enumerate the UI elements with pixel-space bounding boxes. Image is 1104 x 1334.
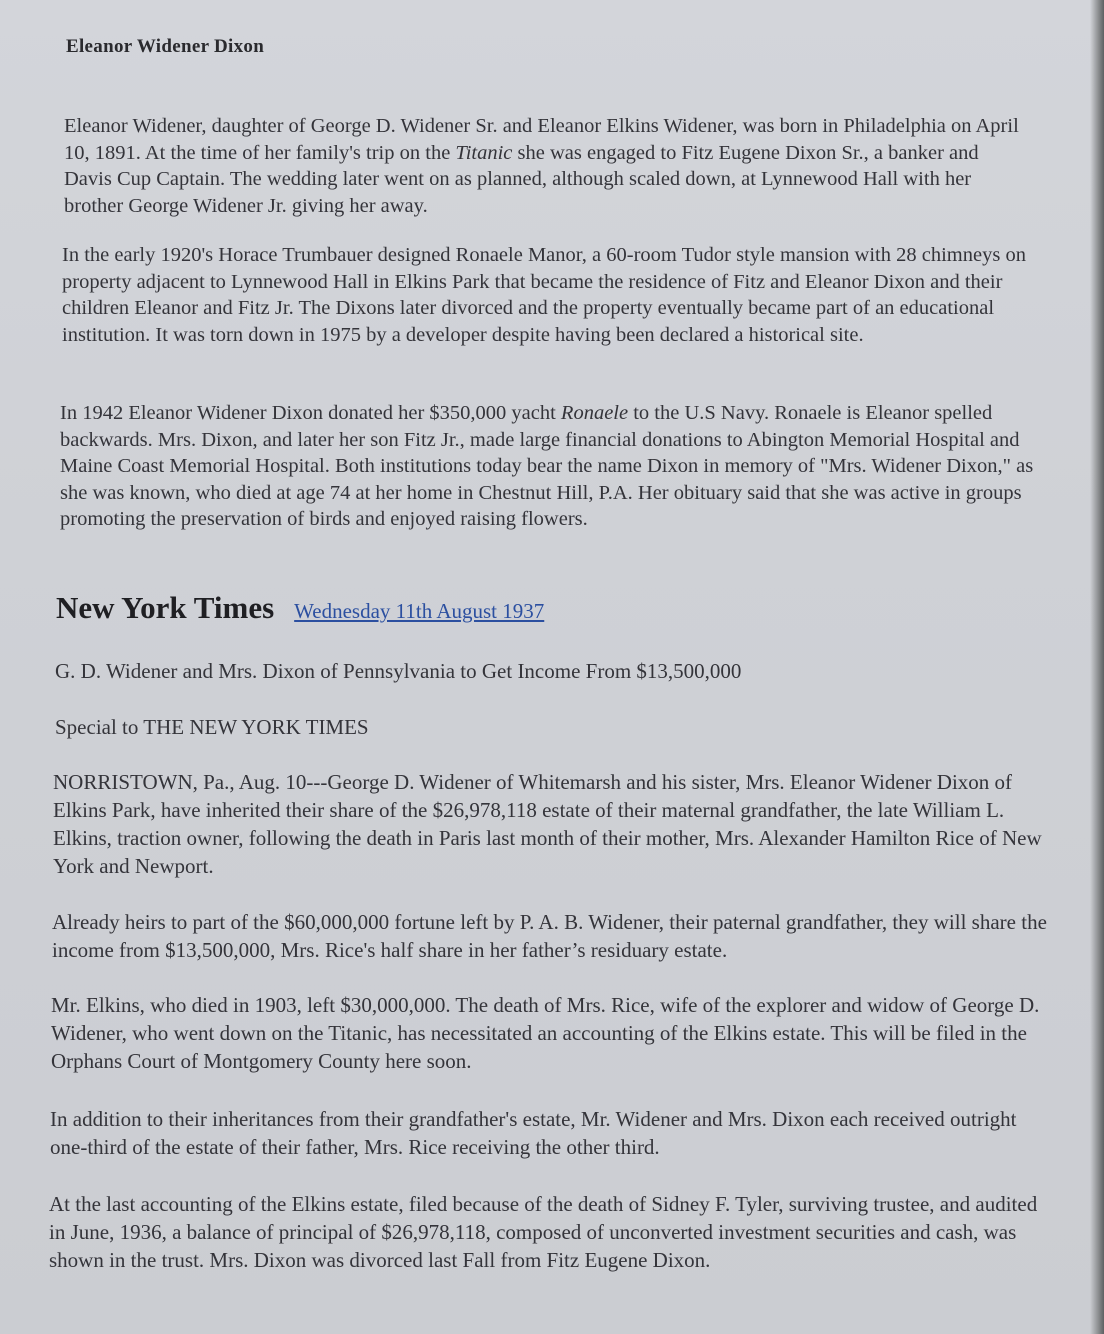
article-headline: G. D. Widener and Mrs. Dixon of Pennsylvania to Get Income From $13,500,000: [55, 659, 742, 683]
article-source: New York Times: [56, 590, 275, 625]
article-paragraph-4: In addition to their inheritances from their grandfather's estate, Mr. Widener and Mrs. Dixon each received outright one-third of the estate of their father, Mrs. Rice receiving the other third.: [50, 1107, 1017, 1159]
yacht-name-ronaele: Ronaele: [560, 402, 629, 424]
article-paragraph-3: Mr. Elkins, who died in 1903, left $30,000,000. The death of Mrs. Rice, wife of the explorer and widow of George D. Widener, who went down on the Titanic, has necessitated an accounting of the Elkins estate. This will be filed in the Orphans Court of Montgomery County here soon.: [51, 993, 1040, 1073]
bio-paragraph-1: [64, 113, 1024, 219]
article-header: [56, 590, 544, 626]
page-edge-shadow: [1090, 0, 1104, 1334]
article-byline: Special to THE NEW YORK TIMES: [55, 715, 369, 739]
bio-paragraph-3: [60, 400, 1060, 533]
document-title: Eleanor Widener Dixon: [66, 36, 265, 57]
bio-paragraph-1-text-a: Eleanor Widener, daughter of George D. Widener Sr. and Eleanor Elkins Widener, was born in Philadelphia on April 10, 1891. At the time of her family's trip on the: [64, 115, 1019, 164]
bio-paragraph-3-text-a: In 1942 Eleanor Widener Dixon donated her $350,000 yacht: [60, 402, 561, 424]
article-paragraph-5: At the last accounting of the Elkins estate, filed because of the death of Sidney F. Tyler, surviving trustee, and audited in June, 1936, a balance of principal of $26,978,118, composed of unconverted investment securities and cash, was shown in the trust. Mrs. Dixon was divorced last Fall from Fitz Eugene Dixon.: [49, 1192, 1038, 1272]
article-date-link[interactable]: Wednesday 11th August 1937: [294, 599, 545, 623]
bio-paragraph-3-text-b: to the U.S Navy. Ronaele is Eleanor spelled backwards. Mrs. Dixon, and later her son Fitz Jr., made large financial donations to Abington Memorial Hospital and Maine Coast Memorial Hospital. Both institutions today bear the name Dixon in memory of "Mrs. Widener Dixon," as she was known, who died at age 74 at her home in Chestnut Hill, P.A. Her obituary said that she was active in groups promoting the preservation of birds and enjoyed raising flowers.: [60, 402, 1034, 530]
ship-name-titanic: Titanic: [455, 141, 513, 164]
article-paragraph-1: NORRISTOWN, Pa., Aug. 10---George D. Widener of Whitemarsh and his sister, Mrs. Eleanor Widener Dixon of Elkins Park, have inherited their share of the $26,978,118 estate of their maternal grandfather, the late William L. Elkins, traction owner, following the death in Paris last month of their mother, Mrs. Alexander Hamilton Rice of New York and Newport.: [53, 770, 1042, 878]
bio-paragraph-2: In the early 1920's Horace Trumbauer designed Ronaele Manor, a 60-room Tudor style mansion with 28 chimneys on property adjacent to Lynnewood Hall in Elkins Park that became the residence of Fitz and Eleanor Dixon and their children Eleanor and Fitz Jr. The Dixons later divorced and the property eventually became part of an educational institution. It was torn down in 1975 by a developer despite having been declared a historical site.: [62, 244, 1026, 346]
article-paragraph-2: Already heirs to part of the $60,000,000 fortune left by P. A. B. Widener, their paternal grandfather, they will share the income from $13,500,000, Mrs. Rice's half share in her father’s residuary estate.: [52, 910, 1047, 962]
bio-paragraph-1-text-b: she was engaged to Fitz Eugene Dixon Sr., a banker and Davis Cup Captain. The wedding later went on as planned, although scaled down, at Lynnewood Hall with her brother George Widener Jr. giving her away.: [64, 141, 979, 217]
